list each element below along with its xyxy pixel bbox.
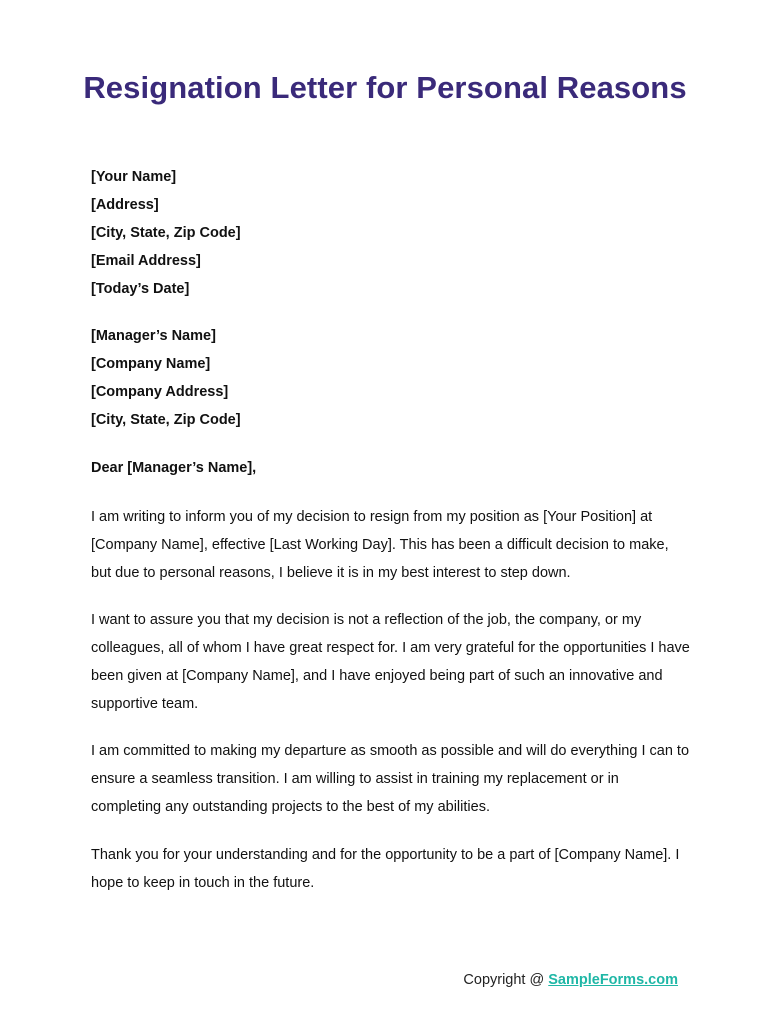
letter-date: [Today’s Date]: [91, 281, 190, 297]
recipient-manager-name: [Manager’s Name]: [91, 328, 216, 344]
recipient-city-state-zip: [City, State, Zip Code]: [91, 412, 241, 428]
body-paragraph-2: I want to assure you that my decision is not a reflection of the job, the company, or my colleagues, all of whom I have great respect for. I am very grateful for the opportunities I have been given at [Company Name], and I have enjoyed being part of such an innovative and supportive team.: [91, 612, 690, 712]
body-paragraph-4: Thank you for your understanding and for the opportunity to be a part of [Company Name]. I hope to keep in touch in the future.: [91, 847, 680, 891]
sender-block: [91, 163, 691, 303]
sender-address: [Address]: [91, 197, 159, 213]
sender-email: [Email Address]: [91, 253, 201, 269]
copyright-prefix: Copyright @: [463, 972, 549, 988]
brand-link[interactable]: SampleForms.com: [548, 972, 678, 988]
body-paragraph-1: I am writing to inform you of my decision to resign from my position as [Your Position] at [Company Name], effective [Last Working Day]. This has been a difficult decision to make, but due to personal reasons, I believe it is in my best interest to step down.: [91, 509, 669, 581]
recipient-block: [91, 322, 691, 434]
page-title: Resignation Letter for Personal Reasons: [83, 70, 687, 105]
salutation: Dear [Manager’s Name],: [91, 460, 257, 476]
sender-name: [Your Name]: [91, 169, 177, 185]
copyright-footer: [463, 972, 678, 988]
body-paragraph-3: I am committed to making my departure as smooth as possible and will do everything I can to ensure a seamless transition. I am willing to assist in training my replacement or in completing any outstanding projects to the best of my abilities.: [91, 743, 690, 815]
recipient-company-address: [Company Address]: [91, 384, 229, 400]
sender-city-state-zip: [City, State, Zip Code]: [91, 225, 241, 241]
recipient-company-name: [Company Name]: [91, 356, 211, 372]
